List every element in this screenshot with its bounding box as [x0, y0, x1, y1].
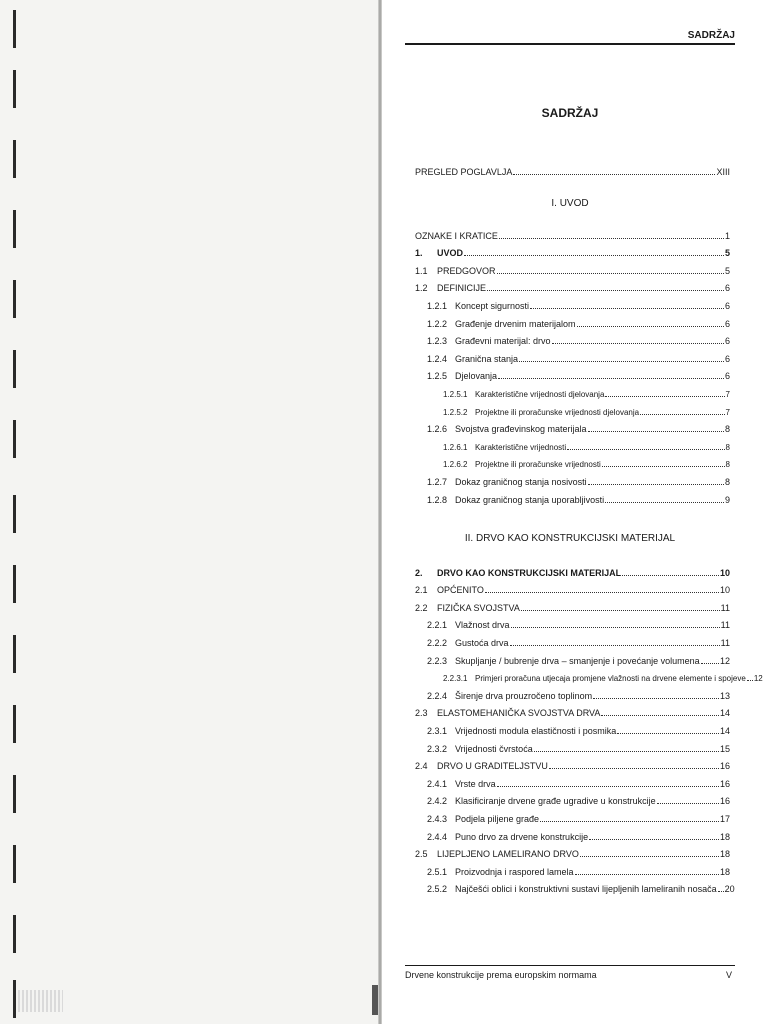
toc-entry-label: Projektne ili proračunske vrijednosti [475, 460, 601, 470]
toc-entry [415, 242, 730, 260]
toc-entry-page: 6 [724, 283, 730, 294]
toc-entry-number: 2.5 [415, 849, 428, 860]
toc-entry-number: 2.3 [415, 708, 428, 719]
dot-leader [567, 449, 724, 450]
binding-mark [13, 845, 16, 883]
toc-part-1 [415, 224, 730, 506]
footer-page-number: V [725, 970, 732, 980]
header-rule [405, 43, 735, 45]
toc-entry [415, 825, 730, 843]
binding-mark [13, 350, 16, 388]
toc-entry-label: DEFINICIJE [437, 283, 487, 294]
toc-entry-label: Vrijednosti čvrstoća [455, 743, 533, 754]
toc-entry-number: 2.2.3.1 [443, 674, 468, 684]
toc-entry-page: 1 [724, 230, 730, 241]
toc-entry-number: 1. [415, 248, 423, 259]
toc-entry-label: PREGLED POGLAVLJA [415, 166, 513, 177]
toc-entry-label: Dokaz graničnog stanja nosivosti [455, 476, 587, 487]
dot-leader [580, 856, 719, 857]
toc-entry-label: Gustoća drva [455, 637, 509, 648]
toc-entry-page: 8 [724, 424, 730, 435]
dot-leader [577, 326, 724, 327]
toc-entry-number: 1.2.8 [427, 494, 448, 505]
toc-entry-page: 6 [724, 300, 730, 311]
page-title: SADRŽAJ [541, 106, 599, 120]
toc-entry-page: 11 [720, 620, 730, 631]
toc-entry [415, 418, 730, 436]
toc-entry-label: OPĆENITO [437, 585, 484, 596]
toc-entry-page: 5 [724, 265, 730, 276]
toc-entry-label: Najčešći oblici i konstruktivni sustavi lijepljenih lameliranih nosača [455, 884, 717, 895]
toc-entry-page: 5 [724, 248, 730, 259]
footer-rule [405, 965, 735, 966]
toc-entry-label: DRVO U GRADITELJSTVU [437, 761, 548, 772]
facing-page-margin [0, 0, 380, 1024]
toc-entry [415, 807, 730, 825]
toc-entry-number: 2.2.2 [427, 637, 448, 648]
toc-entry [415, 277, 730, 295]
dot-leader [464, 255, 724, 256]
dot-leader [588, 431, 724, 432]
toc-entry [415, 259, 730, 277]
toc-entry-number: 1.2.5.1 [443, 389, 468, 399]
dot-leader [498, 378, 724, 379]
dot-leader [593, 698, 719, 699]
toc-entry-page: 8 [725, 442, 730, 452]
binding-mark [13, 210, 16, 248]
binding-mark [13, 635, 16, 673]
toc-entry-label: Djelovanja [455, 371, 498, 382]
toc-entry-page: XIII [716, 166, 730, 177]
running-header: SADRŽAJ [687, 30, 735, 41]
dot-leader [497, 273, 724, 274]
toc-entry-page: 12 [719, 655, 730, 666]
toc-entry-label: Proizvodnja i raspored lamela [455, 866, 574, 877]
toc-entry-page: 10 [719, 567, 730, 578]
dot-leader [521, 610, 720, 611]
toc-entry-number: 2.4.2 [427, 796, 448, 807]
toc-entry [415, 294, 730, 312]
toc-entry-number: 2.4.4 [427, 831, 448, 842]
toc-entry [415, 579, 730, 597]
dot-leader [601, 715, 719, 716]
toc-entry [415, 400, 730, 418]
toc-entry-page: 6 [724, 336, 730, 347]
toc-entry [415, 160, 730, 178]
toc-entry-number: 1.2.1 [427, 300, 448, 311]
toc-entry-label: Vlažnost drva [455, 620, 510, 631]
toc-entry-page: 7 [725, 407, 730, 417]
dot-leader [605, 502, 724, 503]
toc-entry-number: 2.2.3 [427, 655, 448, 666]
toc-entry-label: UVOD [437, 248, 464, 259]
toc-entry [415, 860, 730, 878]
binding-mark [13, 915, 16, 953]
dot-leader [552, 343, 724, 344]
toc-entry-label: DRVO KAO KONSTRUKCIJSKI MATERIJAL [437, 567, 622, 578]
toc-entry-page: 6 [724, 353, 730, 364]
toc-entry [415, 488, 730, 506]
toc-entry-label: Vrijednosti modula elastičnosti i posmika [455, 725, 617, 736]
dot-leader [549, 768, 719, 769]
toc-entry-label: PREDGOVOR [437, 265, 496, 276]
toc-entry [415, 631, 730, 649]
toc-entry-number: 1.2.4 [427, 353, 448, 364]
dot-leader [617, 733, 719, 734]
toc-entry-number: 1.2 [415, 283, 428, 294]
toc-entry-label: Svojstva građevinskog materijala [455, 424, 587, 435]
toc-entry-number: 1.2.6 [427, 424, 448, 435]
toc-entry-page: 14 [719, 725, 730, 736]
dot-leader [588, 484, 724, 485]
toc-entry [415, 596, 730, 614]
toc-entry-page: 14 [719, 708, 730, 719]
dot-leader [540, 821, 719, 822]
dot-leader [485, 592, 719, 593]
toc-entry-page: 11 [720, 637, 730, 648]
toc-entry-page: 20 [724, 884, 735, 895]
dot-leader [519, 361, 724, 362]
toc-entry-number: 2.4.1 [427, 778, 448, 789]
dot-leader [701, 663, 719, 664]
spine-artifact [372, 985, 378, 1015]
dot-leader [747, 680, 753, 681]
toc-entry [415, 330, 730, 348]
toc-entry-page: 18 [719, 831, 730, 842]
binding-mark [13, 280, 16, 318]
dot-leader [602, 466, 725, 467]
toc-part-2 [415, 561, 763, 895]
toc-entry [415, 702, 730, 720]
toc-entry-page: 10 [719, 585, 730, 596]
dot-leader [605, 396, 724, 397]
toc-entry-number: 2.4 [415, 761, 428, 772]
toc-entry-page: 9 [724, 494, 730, 505]
dot-leader [511, 627, 720, 628]
toc-page [405, 0, 763, 1024]
toc-entry [415, 719, 730, 737]
toc-entry-label: Karakteristične vrijednosti djelovanja [475, 389, 605, 399]
toc-entry-label: Građevni materijal: drvo [455, 336, 551, 347]
toc-entry-number: 1.1 [415, 265, 428, 276]
toc-entry-number: 2. [415, 567, 423, 578]
toc-entry-number: 2.2.4 [427, 690, 448, 701]
toc-entry-page: 16 [719, 796, 730, 807]
part-title: II. DRVO KAO KONSTRUKCIJSKI MATERIJAL [464, 533, 676, 544]
toc-entry-label: Karakteristične vrijednosti [475, 442, 567, 452]
toc-entry-label: FIZIČKA SVOJSTVA [437, 602, 520, 613]
toc-entry-number: 1.2.6.1 [443, 442, 468, 452]
toc-entry-number: 2.5.2 [427, 884, 448, 895]
toc-entry [415, 435, 730, 453]
binding-mark [13, 10, 16, 48]
dot-leader [530, 308, 724, 309]
toc-entry [415, 790, 730, 808]
dot-leader [487, 290, 724, 291]
toc-entry [415, 347, 730, 365]
toc-entry-label: OZNAKE I KRATICE [415, 230, 498, 241]
toc-entry-page: 13 [719, 690, 730, 701]
binding-mark [13, 705, 16, 743]
toc-entry [415, 843, 730, 861]
dot-leader [622, 575, 719, 576]
toc-entry-label: Puno drvo za drvene konstrukcije [455, 831, 589, 842]
toc-entry-label: Širenje drva prouzročeno toplinom [455, 690, 593, 701]
toc-entry-page: 17 [719, 813, 730, 824]
dot-leader [513, 174, 715, 175]
toc-entry-label: Skupljanje / bubrenje drva – smanjenje i povećanje volumena [455, 655, 700, 666]
toc-entry [415, 453, 730, 471]
dot-leader [499, 238, 724, 239]
toc-entry-number: 1.2.2 [427, 318, 448, 329]
toc-entry-number: 2.2 [415, 602, 428, 613]
dot-leader [640, 414, 724, 415]
toc-entry-page: 18 [719, 849, 730, 860]
binding-mark [13, 980, 16, 1018]
toc-entry-page: 6 [724, 371, 730, 382]
toc-entry-page: 8 [725, 460, 730, 470]
toc-entry-label: Klasificiranje drvene građe ugradive u konstrukcije [455, 796, 656, 807]
toc-entry-page: 11 [720, 602, 730, 613]
binding-mark [13, 775, 16, 813]
scan-artifact [18, 990, 63, 1012]
toc-entry-number: 2.3.2 [427, 743, 448, 754]
toc-entry-page: 16 [719, 778, 730, 789]
dot-leader [575, 874, 719, 875]
toc-entry-number: 1.2.3 [427, 336, 448, 347]
toc-entry-number: 2.5.1 [427, 866, 448, 877]
toc-entry [415, 755, 730, 773]
toc-entry-number: 2.3.1 [427, 725, 448, 736]
binding-mark [13, 495, 16, 533]
toc-entry-number: 1.2.5 [427, 371, 448, 382]
toc-entry-page: 7 [725, 389, 730, 399]
toc-entry-number: 1.2.5.2 [443, 407, 468, 417]
toc-entry [415, 224, 730, 242]
toc-entry [415, 684, 730, 702]
toc-entry-page: 12 [753, 674, 763, 684]
toc-entry-label: Vrste drva [455, 778, 496, 789]
toc-entry-page: 8 [724, 476, 730, 487]
toc-entry-label: ELASTOMEHANIČKA SVOJSTVA DRVA [437, 708, 601, 719]
toc-entry-label: Koncept sigurnosti [455, 300, 530, 311]
toc-entry-page: 15 [719, 743, 730, 754]
book-spine-shadow [378, 0, 382, 1024]
toc-entry-page: 6 [724, 318, 730, 329]
toc-entry-number: 1.2.6.2 [443, 460, 468, 470]
toc-entry-number: 2.1 [415, 585, 428, 596]
toc-entry-label: LIJEPLJENO LAMELIRANO DRVO [437, 849, 579, 860]
toc-entry-number: 2.4.3 [427, 813, 448, 824]
binding-mark [13, 565, 16, 603]
toc-entry-number: 2.2.1 [427, 620, 448, 631]
toc-entry [415, 614, 730, 632]
toc-entry [415, 365, 730, 383]
toc-entry-label: Projektne ili proračunske vrijednosti djelovanja [475, 407, 640, 417]
toc-entry [415, 649, 730, 667]
dot-leader [589, 839, 719, 840]
dot-leader [657, 803, 719, 804]
binding-mark [13, 70, 16, 108]
toc-entry [415, 772, 730, 790]
binding-mark [13, 140, 16, 178]
toc-entry [415, 561, 730, 579]
toc-entry [415, 312, 730, 330]
toc-entry-label: Dokaz graničnog stanja uporabljivosti [455, 494, 605, 505]
toc-entry [415, 470, 730, 488]
dot-leader [718, 891, 724, 892]
dot-leader [497, 786, 719, 787]
toc-entry [415, 878, 735, 896]
dot-leader [534, 751, 719, 752]
toc-entry-label: Građenje drvenim materijalom [455, 318, 576, 329]
footer-book-title: Drvene konstrukcije prema europskim normama [405, 970, 597, 980]
binding-mark [13, 420, 16, 458]
toc-entry [415, 382, 730, 400]
toc-entry [415, 737, 730, 755]
toc-entry-label: Granična stanja [455, 353, 519, 364]
toc-entry-label: Podjela piljene građe [455, 813, 540, 824]
toc-entry [415, 667, 763, 685]
toc-entry-number: 1.2.7 [427, 476, 448, 487]
dot-leader [510, 645, 720, 646]
toc-entry-label: Primjeri proračuna utjecaja promjene vlažnosti na drvene elemente i spojeve [475, 674, 746, 684]
toc-preamble [415, 160, 730, 178]
toc-entry-page: 18 [719, 866, 730, 877]
part-title: I. UVOD [551, 198, 589, 209]
toc-entry-page: 16 [719, 761, 730, 772]
